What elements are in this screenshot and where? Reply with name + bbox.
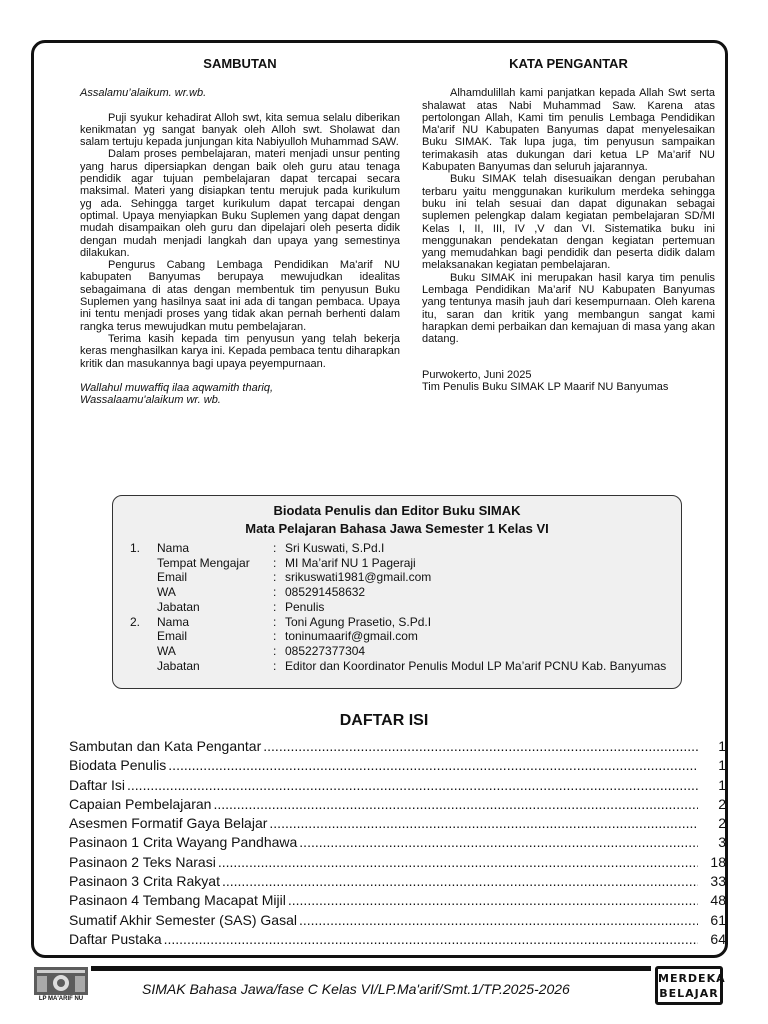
sambutan-paragraph: Terima kasih kepada tim penyusun yang telah bekerja keras menghasilkan karya ini. Kepada pembaca tentu diharapkan kritik dan masukannya bagi upaya peyempurnaan.: [80, 332, 400, 370]
sambutan-title: SAMBUTAN: [203, 56, 277, 71]
biodata-row: [130, 556, 666, 571]
biodata-separator: :: [273, 585, 277, 600]
toc-entry-page: 1: [718, 738, 726, 754]
biodata-value: 085227377304: [285, 643, 366, 658]
toc-entry-page: 33: [710, 873, 726, 890]
biodata-separator: :: [273, 541, 277, 555]
toc-entry-page: 2: [718, 795, 726, 812]
biodata-number: [130, 585, 157, 600]
biodata-number: [130, 600, 157, 615]
toc-entry-label: Pasinaon 1 Crita Wayang Pandhawa: [69, 834, 298, 851]
biodata-number: [130, 570, 157, 585]
toc-leader-dots: [127, 777, 698, 793]
biodata-title: Biodata Penulis dan Editor Buku SIMAK: [273, 503, 521, 518]
biodata-label: WA: [157, 643, 176, 658]
biodata-row: [130, 615, 666, 630]
toc-entry-label: Pasinaon 2 Teks Narasi: [69, 853, 216, 870]
biodata-value: Sri Kuswati, S.Pd.I: [285, 541, 385, 555]
sambutan-section: [80, 58, 400, 406]
toc-leader-dots: [263, 738, 698, 754]
biodata-separator: :: [273, 629, 277, 644]
toc-entry-label: Pasinaon 4 Tembang Macapat Mijil: [69, 892, 286, 909]
biodata-separator: :: [273, 599, 277, 614]
biodata-row: [130, 659, 666, 674]
toc-leader-dots: [288, 892, 698, 908]
footer-text: SIMAK Bahasa Jawa/fase C Kelas VI/LP.Ma'arif/Smt.1/TP.2025-2026: [142, 981, 570, 997]
toc-leader-dots: [168, 757, 698, 773]
biodata-box: [112, 495, 682, 689]
footer-rule: [91, 966, 651, 971]
logo-caption: LP MA'ARIF NU: [38, 996, 84, 1002]
toc-leader-dots: [213, 796, 698, 812]
kata-pengantar-title: KATA PENGANTAR: [509, 56, 628, 71]
biodata-label: Email: [157, 570, 188, 585]
toc-leader-dots: [218, 854, 698, 870]
toc-entry-page: 61: [710, 911, 726, 928]
badge-line-2: BELAJAR: [659, 987, 719, 1000]
toc-entry-label: Capaian Pembelajaran: [69, 795, 212, 812]
toc-entry-page: 2: [718, 815, 726, 832]
biodata-number: [130, 629, 157, 644]
biodata-separator: :: [273, 570, 277, 585]
biodata-separator: :: [273, 614, 277, 629]
biodata-separator: :: [273, 643, 277, 658]
biodata-value: 085291458632: [285, 585, 366, 600]
toc-entry-page: 64: [710, 930, 726, 947]
biodata-subtitle: Mata Pelajaran Bahasa Jawa Semester 1 Kelas VI: [245, 521, 549, 536]
kata-pengantar-paragraph: Alhamdulillah kami panjatkan kepada Allah Swt serta shalawat atas Nabi Muhammad Saw. Karena atas pertolongan Allah, Kami tim penulis Lembaga Pendidikan Ma'arif NU Kabupaten Banyumas dapat menyelesaikan Buku SIMAK. Tak lupa juga, tim penyusun sampaikan terimakasih atas dukungan dari ketua LP Ma’arif NU Kabupaten Banyumas dan seluruh jajarannya.: [422, 87, 715, 174]
biodata-row: [130, 629, 666, 644]
toc-leader-dots: [222, 873, 698, 889]
place-date: Purwokerto, Juni 2025: [422, 368, 532, 381]
biodata-table: [130, 541, 666, 673]
biodata-value: toninumaarif@gmail.com: [285, 629, 418, 644]
toc-entry-label: Sumatif Akhir Semester (SAS) Gasal: [69, 911, 297, 928]
biodata-row: [130, 644, 666, 659]
biodata-label: Nama: [157, 541, 190, 555]
biodata-separator: :: [273, 658, 277, 673]
toc-entry-label: Sambutan dan Kata Pengantar: [69, 738, 262, 754]
biodata-row: [130, 541, 666, 556]
toc-entry: [69, 892, 726, 911]
toc-title: DAFTAR ISI: [339, 712, 429, 729]
toc-entry-label: Daftar Isi: [69, 776, 126, 793]
toc-list: [69, 738, 726, 950]
toc-entry: [69, 873, 726, 892]
biodata-value: srikuswati1981@gmail.com: [285, 570, 432, 585]
toc-leader-dots: [299, 834, 698, 850]
biodata-value: Editor dan Koordinator Penulis Modul LP Ma’arif PCNU Kab. Banyumas: [285, 658, 667, 673]
toc-entry-page: 18: [710, 853, 726, 870]
signature: Tim Penulis Buku SIMAK LP Maarif NU Banyumas: [422, 380, 669, 393]
biodata-row: [130, 600, 666, 615]
biodata-separator: :: [273, 555, 277, 570]
biodata-number: 1.: [130, 541, 141, 555]
badge-line-1: MERDEKA: [658, 972, 726, 985]
toc-entry-label: Asesmen Formatif Gaya Belajar: [69, 815, 268, 832]
sambutan-paragraph: Dalam proses pembelajaran, materi menjadi unsur penting yang harus dipersiapkan dengan baik oleh guru atau tenaga pendidik agar tujuan pembelajaran dapat tercapai secara maksimal. Materi yang disiapkan tentu merujuk pada kurikulum yg ada. Sehingga target kurikulum dapat tercapai dengan optimal. Upaya menyiapkan Buku Suplemen yang dapat dengan mudah disampaikan oleh guru dan dipelajari oleh peserta didik dengan mudah menjadi langkah dan upaya yang semestinya dilakukan.: [80, 148, 400, 259]
sambutan-greeting: Assalamu’alaikum. wr.wb.: [80, 87, 207, 100]
biodata-label: Tempat Mengajar: [157, 555, 250, 570]
biodata-number: [130, 556, 157, 571]
kata-pengantar-paragraph: Buku SIMAK telah disesuaikan dengan perubahan terbaru yaitu menggunakan kurikulum merdeka sehingga buku ini telah sesuai dan dapat digunakan sebagai suplemen pelengkap dalam kegiatan pembelajaran SD/MI Kelas I, II, III, IV ,V dan VI. Sistematika buku ini menggunakan pendekatan dengan kegiatan pertemuan yang memudahkan bagi pendidik dan peserta didik dalam melaksanakan kegiatan pembelajaran.: [422, 173, 715, 272]
biodata-value: MI Ma’arif NU 1 Pageraji: [285, 555, 416, 570]
toc-entry-page: 1: [718, 757, 726, 774]
toc-entry: [69, 815, 726, 834]
sambutan-paragraph: Puji syukur kehadirat Alloh swt, kita semua selalu diberikan kenikmatan yg sangat banyak oleh Alloh swt. Sholawat dan salam tertuju kepada junjungan kita Nabiyulloh Muhammad SAW.: [80, 111, 400, 149]
sambutan-paragraph: Pengurus Cabang Lembaga Pendidikan Ma'arif NU kabupaten Banyumas berupaya mewujudkan idealitas sebagaimana di atas dengan membentuk tim penyusun Buku Suplemen yang hasilnya saat ini ada di tangan pembaca. Upaya ini tentu menjadi proses yang tidak akan pernah berhenti dalam rangka terus mewujudkan mutu pembelajaran.: [80, 259, 400, 333]
biodata-row: [130, 585, 666, 600]
kata-pengantar-paragraph: Buku SIMAK ini merupakan hasil karya tim penulis Lembaga Pendidikan Ma’arif NU Kabupaten Banyumas yang tentunya masih jauh dari kesempurnaan. Oleh karena itu, saran dan kritik yang membangun sangat kami harapkan demi perbaikan dan kemajuan di masa yang akan datang.: [422, 271, 715, 346]
toc-entry: [69, 834, 726, 853]
toc-entry-page: 3: [718, 834, 726, 851]
biodata-number: [130, 659, 157, 674]
biodata-label: Jabatan: [157, 658, 200, 673]
biodata-label: Nama: [157, 614, 190, 629]
biodata-row: [130, 570, 666, 585]
toc-entry: [69, 777, 726, 796]
toc-entry-label: Biodata Penulis: [69, 757, 167, 774]
toc-entry-page: 48: [710, 892, 726, 909]
sambutan-closing-2: Wassalaamu'alaikum wr. wb.: [80, 394, 221, 407]
toc-leader-dots: [299, 912, 698, 928]
toc-entry: [69, 912, 726, 931]
biodata-number: 2.: [130, 614, 141, 629]
lp-maarif-logo: [33, 966, 89, 1006]
biodata-value: Toni Agung Prasetio, S.Pd.I: [285, 614, 432, 629]
biodata-value: Penulis: [285, 599, 325, 614]
toc-entry-page: 1: [718, 776, 726, 793]
kata-pengantar-section: [422, 58, 715, 393]
toc-entry: [69, 796, 726, 815]
toc-entry: [69, 854, 726, 873]
biodata-label: WA: [157, 585, 176, 600]
merdeka-belajar-badge: [655, 966, 726, 1005]
toc-entry: [69, 757, 726, 776]
biodata-label: Email: [157, 629, 188, 644]
toc-entry: [69, 738, 726, 757]
toc-entry-label: Daftar Pustaka: [69, 930, 162, 947]
toc-leader-dots: [269, 815, 698, 831]
biodata-label: Jabatan: [157, 599, 200, 614]
sambutan-closing-1: Wallahul muwaffiq ilaa aqwamith thariq,: [80, 381, 273, 394]
toc-leader-dots: [164, 931, 698, 947]
toc-entry: [69, 931, 726, 950]
biodata-number: [130, 644, 157, 659]
toc-entry-label: Pasinaon 3 Crita Rakyat: [69, 873, 220, 890]
